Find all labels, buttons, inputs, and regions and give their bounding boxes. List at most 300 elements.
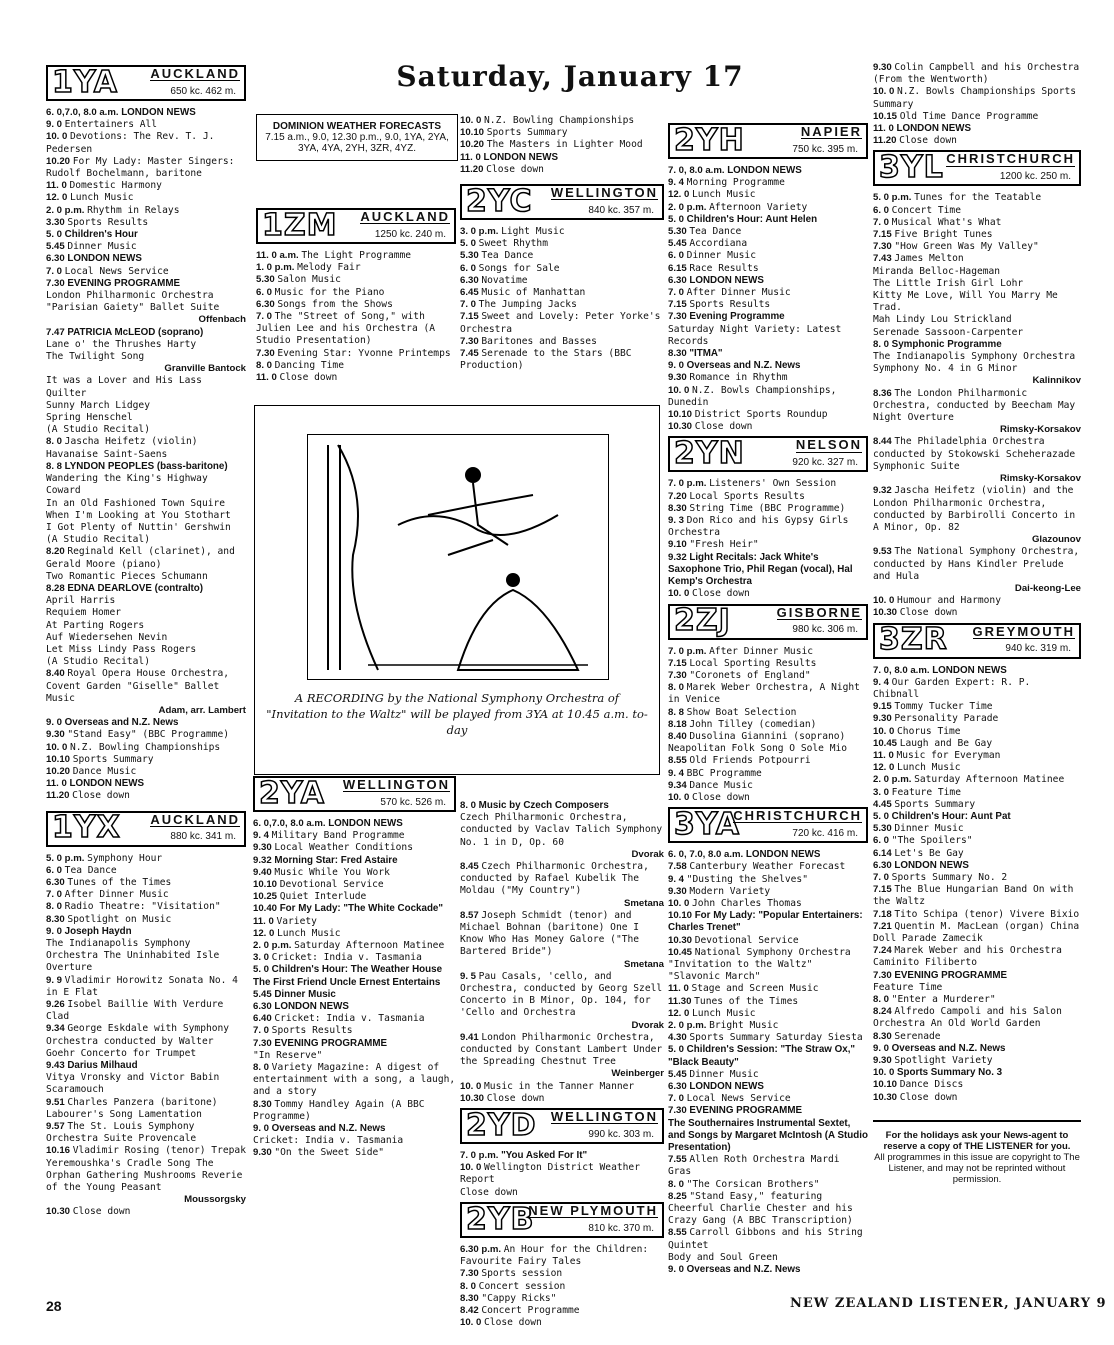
station-name: AUCKLAND — [150, 66, 240, 81]
programme-line — [46, 583, 246, 595]
programme-text: Saturday Night Variety: Latest Records — [668, 323, 842, 347]
programme-line — [460, 1150, 664, 1162]
programme-time: 10.10 — [873, 1079, 900, 1091]
station-header-1zm — [256, 208, 456, 244]
programme-text: Children's Hour: The Weather House The First Friend Uncle Ernest Entertains — [253, 964, 443, 988]
programme-line — [668, 874, 868, 886]
programme-text: Joseph Schmidt (tenor) and Michael Bohnan (baritone) One I Know Who Has Money Galore ("The Bartered Bride") — [460, 909, 640, 958]
programme-time: 7.55 — [668, 1154, 690, 1166]
programme-line — [460, 336, 664, 348]
programme-text: Cricket: India v. Tasmania — [253, 1135, 404, 1147]
programme-text: "The Corsican Brothers" — [686, 1178, 820, 1190]
programme-time: 6. 0,7.0, 8.0 a.m. — [46, 107, 122, 118]
programme-text: Concert Time — [891, 204, 961, 216]
programme-list-2ya-cont — [460, 800, 664, 1105]
station-header-2yd — [460, 1108, 664, 1144]
programme-time: 11. 0 — [460, 151, 484, 163]
programme-line — [668, 1069, 868, 1081]
programme-time: 8. 8 — [668, 706, 687, 718]
programme-line — [668, 1179, 868, 1191]
programme-line — [46, 253, 246, 265]
programme-time: 7.15 — [668, 299, 690, 311]
programme-text: Dance Music — [72, 765, 137, 777]
programme-line — [668, 910, 868, 934]
programme-text: District Sports Roundup — [694, 409, 828, 421]
programme-line — [46, 1145, 246, 1194]
programme-list-2yc-top — [460, 115, 664, 176]
programme-time: 8. 0 — [668, 682, 687, 694]
station-call: 2YH — [674, 122, 745, 158]
programme-line — [256, 311, 456, 348]
programme-text: Sports session — [481, 1268, 563, 1280]
programme-line — [668, 311, 868, 323]
programme-text: "Enter a Murderer" — [891, 994, 996, 1006]
programme-line — [460, 1068, 664, 1080]
programme-text: Auf Wiedersehen Nevin — [46, 631, 168, 643]
programme-text: Salon Music — [277, 274, 341, 286]
programme-text: EVENING PROGRAMME — [274, 1037, 388, 1049]
programme-line — [668, 861, 868, 873]
programme-text: James Melton — [894, 253, 964, 265]
programme-text: "How Green Was My Valley" — [894, 241, 1039, 253]
programme-line — [46, 729, 246, 741]
programme-time: 10.30 — [873, 607, 900, 619]
programme-text: Tunes for the Teatable — [914, 192, 1042, 204]
programme-time: 8.30 — [668, 348, 690, 360]
programme-line — [46, 522, 246, 534]
programme-text: Close down — [486, 163, 544, 175]
programme-text: Spring Henschel — [46, 412, 133, 424]
programme-time: 6.30 p.m. — [460, 1243, 504, 1255]
programme-text: Tea Dance — [689, 226, 742, 238]
programme-text: The Indianapolis Symphony Orchestra The Uninhabited Isle Overture — [46, 938, 220, 974]
programme-line — [46, 327, 246, 339]
programme-line — [668, 177, 868, 189]
programme-line — [256, 262, 456, 274]
programme-time: 6. 0 — [873, 204, 892, 216]
programme-line — [668, 491, 868, 503]
programme-list-2yn — [668, 478, 868, 600]
programme-text: Old Friends Potpourri — [689, 755, 811, 767]
programme-list-3ya — [668, 849, 868, 1276]
station-header-2zj — [668, 604, 868, 640]
programme-line — [873, 945, 1081, 969]
programme-time: 9. 4 — [668, 873, 687, 885]
programme-time: 6.15 — [668, 262, 690, 274]
programme-text: Miranda Belloc-Hageman — [873, 265, 1001, 277]
programme-text: "Fresh Heir" — [689, 539, 759, 551]
programme-time: 8. 0 — [253, 1062, 272, 1074]
programme-time: 9. 0 — [873, 1042, 892, 1054]
copyright-note: All programmes in this issue are copyright to The Listener, and may not be reprinted without permission. — [874, 1151, 1080, 1185]
programme-time: 8.30 — [668, 502, 690, 514]
programme-line — [253, 1050, 456, 1062]
programme-line — [873, 111, 1081, 123]
programme-text: Rhythm in Relays — [87, 204, 180, 216]
programme-line — [46, 156, 246, 180]
programme-text: Let Miss Lindy Pass Rogers — [46, 643, 197, 655]
programme-time: 8. 0 — [668, 1178, 687, 1190]
programme-line — [668, 385, 868, 409]
programme-line — [46, 877, 246, 889]
programme-line — [873, 339, 1081, 351]
programme-text: Entertainers All — [64, 119, 158, 131]
programme-text: Variety — [276, 915, 317, 927]
programme-line — [873, 485, 1081, 534]
programme-text: It was a Lover and His Lass Quilter — [46, 375, 202, 399]
programme-time: 6. 0, 7.0, 8.0 a.m. — [668, 849, 746, 861]
programme-text: Overseas and N.Z. News — [686, 1264, 801, 1276]
station-header-2yb — [460, 1202, 664, 1238]
programme-text: N.Z. Bowls Championships Sports Summary — [873, 86, 1077, 110]
programme-text: LONDON NEWS — [689, 274, 764, 286]
programme-text: Marek Weber Orchestra, A Night in Venice — [668, 682, 860, 706]
programme-line — [873, 534, 1081, 546]
programme-line — [668, 1118, 868, 1155]
programme-time: 9. 4 — [873, 676, 892, 688]
programme-text: Spotlight on Music — [67, 913, 172, 925]
station-header-3zr — [873, 623, 1081, 659]
programme-text: Tea Dance — [64, 864, 117, 876]
dancer-illustration — [307, 434, 609, 680]
programme-time: 10. 0 — [873, 1067, 898, 1079]
programme-line — [873, 266, 1081, 278]
programme-text: Dvorak — [631, 1019, 664, 1031]
programme-time: 11. 0 — [46, 180, 70, 192]
programme-text: Overseas and N.Z. News — [271, 1123, 386, 1135]
programme-text: Havanaise Saint-Saens — [46, 448, 168, 460]
programme-line — [46, 889, 246, 901]
programme-list-2ya — [253, 818, 456, 1160]
programme-text: Music for the Piano — [274, 286, 385, 298]
programme-list-1yx — [46, 853, 246, 1219]
station-call: 1YX — [52, 810, 121, 846]
holiday-note — [873, 1120, 1081, 1185]
programme-time: 6.30 — [873, 859, 895, 871]
programme-line — [873, 982, 1081, 994]
programme-text: April Harris — [46, 595, 116, 607]
programme-line — [873, 884, 1081, 908]
programme-time: 12. 0 — [668, 189, 693, 201]
programme-time: 7. 0 — [256, 311, 275, 323]
programme-time: 2. 0 p.m. — [668, 201, 710, 213]
programme-text: LONDON NEWS — [69, 778, 145, 790]
programme-text: Requiem Homer — [46, 607, 122, 619]
programme-text: Serenade to the Stars (BBC Production) — [460, 348, 632, 372]
programme-text: The National Symphony Orchestra, conducted by Hans Kindler Prelude and Hula — [873, 546, 1080, 582]
programme-text: "The Spoilers" — [891, 835, 973, 847]
programme-time: 7.30 — [873, 969, 895, 981]
programme-line — [46, 938, 246, 975]
programme-line — [46, 790, 246, 802]
programme-time: 7.30 — [873, 241, 895, 253]
programme-line — [46, 363, 246, 375]
station-name: CHRISTCHURCH — [946, 151, 1075, 167]
station-frequency: 940 kc. 319 m. — [1005, 643, 1071, 655]
programme-time: 8.30 — [46, 913, 68, 925]
programme-line — [873, 1092, 1081, 1104]
programme-text: The Jumping Jacks — [478, 299, 577, 311]
programme-time: 9.30 — [873, 1055, 895, 1067]
station-name: WELLINGTON — [342, 777, 450, 792]
programme-text: Alfredo Campoli and his Salon Orchestra An Old World Garden — [873, 1006, 1062, 1030]
programme-line — [668, 707, 868, 719]
programme-line — [668, 503, 868, 515]
programme-line — [253, 1147, 456, 1159]
station-name: NELSON — [795, 437, 862, 453]
programme-text: Close down — [692, 791, 750, 803]
programme-text: Overseas and N.Z. News — [686, 360, 801, 372]
programme-time: 8. 0 — [46, 901, 65, 913]
programme-time: 8. 0 — [873, 338, 892, 350]
programme-line — [668, 886, 868, 898]
programme-time: 5. 0 — [668, 213, 687, 225]
programme-text: Tommy Tucker Time — [894, 701, 993, 713]
programme-time: 11. 0 — [256, 372, 280, 384]
programme-time: 5.45 — [46, 241, 68, 253]
programme-text: Modern Variety — [689, 885, 771, 897]
programme-line — [46, 534, 246, 546]
programme-time: 7.20 — [668, 490, 690, 502]
programme-text: Body and Soul Green — [668, 1251, 778, 1263]
station-call: 2YN — [674, 436, 745, 472]
programme-line — [46, 926, 246, 938]
programme-time: 9. 4 — [253, 830, 272, 842]
programme-line — [873, 123, 1081, 135]
programme-time: 10.45 — [873, 737, 900, 749]
programme-time: 5.45 — [668, 238, 690, 250]
programme-time: 7. 0 — [46, 889, 65, 901]
station-frequency: 840 kc. 357 m. — [588, 204, 654, 216]
programme-line — [668, 1020, 868, 1032]
programme-time: 5.30 — [873, 823, 895, 835]
programme-text: Dancing Time — [274, 359, 344, 371]
programme-text: Children's Hour — [64, 229, 138, 241]
programme-text: Vitya Vronsky and Victor Babin Scaramouch — [46, 1072, 220, 1096]
programme-list-3zr — [873, 665, 1081, 1104]
programme-line — [873, 241, 1081, 253]
programme-line — [253, 1001, 456, 1013]
programme-line — [668, 983, 868, 995]
programme-text: Mah Lindy Lou Strickland — [873, 314, 1012, 326]
programme-text: Show Boat Selection — [686, 706, 797, 718]
column-4 — [668, 120, 868, 1276]
programme-line — [873, 848, 1081, 860]
programme-text: (A Studio Recital) — [46, 424, 150, 436]
programme-line — [668, 1154, 868, 1178]
programme-time: 11. 0 — [668, 983, 692, 995]
programme-time: 10.30 — [668, 934, 695, 946]
station-frequency: 570 kc. 526 m. — [380, 796, 446, 808]
programme-time: 5. 0 p.m. — [873, 192, 915, 204]
programme-line — [873, 192, 1081, 204]
programme-text: Overseas and N.Z. News — [64, 717, 179, 729]
programme-line — [668, 898, 868, 910]
programme-text: Dusolina Giannini (soprano) Neapolitan Folk Song O Sole Mio — [668, 730, 848, 755]
programme-line — [253, 940, 456, 952]
programme-text: Sunny March Lidgey — [46, 399, 150, 411]
programme-line — [668, 1032, 868, 1044]
programme-text: Light Music — [501, 226, 565, 238]
programme-line — [668, 1093, 868, 1105]
programme-text: Personality Parade — [894, 713, 999, 725]
programme-line — [873, 921, 1081, 945]
programme-text: Local Weather Conditions — [274, 842, 413, 854]
programme-text: "ITMA" — [689, 348, 723, 360]
programme-line — [873, 327, 1081, 339]
programme-time: 10.10 — [46, 753, 73, 765]
programme-line — [668, 348, 868, 360]
programme-line — [873, 872, 1081, 884]
station-header-1ya — [46, 65, 246, 101]
programme-time: 6.30 — [46, 253, 68, 265]
programme-line — [253, 1025, 456, 1037]
programme-line — [256, 299, 456, 311]
programme-line — [46, 314, 246, 326]
programme-line — [873, 595, 1081, 607]
programme-text: Our Garden Expert: R. P. Chibnall — [873, 676, 1031, 700]
programme-time: 10.20 — [46, 765, 73, 777]
programme-text: Saturday Afternoon Matinee — [294, 940, 445, 952]
programme-time: 12. 0 — [46, 192, 71, 204]
programme-time: 8.28 — [46, 582, 68, 594]
programme-text: After Dinner Music — [709, 645, 814, 657]
programme-text: Romance in Rhythm — [689, 372, 788, 384]
programme-time: 7. 0 — [46, 265, 65, 277]
programme-text: The Masters in Lighter Mood — [486, 139, 643, 151]
programme-text: After Dinner Music — [686, 287, 791, 299]
programme-line — [873, 1031, 1081, 1043]
programme-line — [46, 607, 246, 619]
programme-text: Devotional Service — [694, 934, 799, 946]
programme-text: Music in the Tanner Manner — [484, 1080, 635, 1092]
programme-text: EVENING PROGRAMME — [894, 969, 1008, 981]
programme-time: 7.30 — [460, 335, 482, 347]
programme-line — [873, 738, 1081, 750]
programme-line — [460, 1268, 664, 1280]
programme-line — [460, 849, 664, 861]
programme-text: Music by Czech Composers — [478, 800, 609, 811]
programme-line — [46, 473, 246, 497]
programme-line — [668, 1081, 868, 1093]
programme-text: LONDON NEWS — [689, 1081, 764, 1092]
programme-time: 9.34 — [46, 1023, 68, 1035]
programme-time: 8. 0 — [46, 436, 65, 448]
programme-line — [253, 842, 456, 854]
programme-line — [253, 855, 456, 867]
programme-list-2yb — [460, 1244, 664, 1329]
programme-text: Vladimir Rosing (tenor) Trepak Yeremoushka's Cradle Song The Orphan Gathering Mushrooms Reverie of the Young Peasant — [46, 1145, 246, 1194]
programme-text: Devotions: The Rev. T. J. Pedersen — [46, 131, 215, 155]
programme-line — [668, 1264, 868, 1276]
station-name: GISBORNE — [776, 604, 862, 620]
programme-text: Old Time Dance Programme — [899, 110, 1039, 122]
programme-time: 9.34 — [668, 779, 690, 791]
programme-text: Lunch Music — [692, 1007, 756, 1019]
programme-text: Close down — [899, 607, 958, 619]
programme-time: 10. 0 — [873, 725, 898, 737]
programme-text: Morning Star: Fred Astaire — [274, 854, 398, 866]
programme-text: Jascha Heifetz (violin) — [64, 436, 198, 448]
programme-list-1ya — [46, 107, 246, 803]
programme-line — [46, 546, 246, 570]
station-frequency: 720 kc. 416 m. — [792, 827, 858, 839]
programme-line — [253, 830, 456, 842]
programme-line — [873, 290, 1081, 314]
programme-time: 6. 0 — [668, 250, 687, 262]
programme-line — [46, 278, 246, 290]
programme-line — [460, 1317, 664, 1329]
programme-line — [873, 970, 1081, 982]
programme-time: 6.14 — [873, 847, 895, 859]
programme-line — [668, 226, 868, 238]
programme-line — [668, 849, 868, 861]
programme-time: 10.45 — [668, 946, 695, 958]
programme-text: Tunes of the Times — [67, 876, 172, 888]
programme-text: Stage and Screen Music — [691, 983, 819, 995]
programme-time: 7. 0, 8.0 a.m. — [668, 165, 728, 176]
programme-time: 11. 0 — [873, 749, 897, 761]
programme-line — [668, 238, 868, 250]
weather-forecast-box — [256, 114, 458, 161]
station-call: 2YA — [259, 775, 325, 811]
programme-text: EVENING PROGRAMME — [689, 1105, 803, 1117]
programme-line — [668, 421, 868, 433]
programme-line — [253, 1099, 456, 1123]
programme-time: 6. 0 — [256, 286, 275, 298]
programme-time: 8.55 — [668, 755, 690, 767]
programme-line — [873, 135, 1081, 147]
programme-time: 4.30 — [668, 1032, 690, 1044]
programme-text: Sweet Rhythm — [478, 238, 548, 250]
programme-text: When I'm Looking at You Stothart — [46, 509, 231, 521]
programme-time: 3. 0 p.m. — [460, 226, 502, 238]
station-name: WELLINGTON — [550, 1109, 658, 1125]
programme-time: 10. 0 — [668, 588, 693, 600]
programme-line — [873, 424, 1081, 436]
station-block-1zm — [256, 205, 456, 384]
programme-line — [256, 348, 456, 360]
programme-time: 7.30 — [668, 1105, 690, 1117]
programme-text: The Philadelphia Orchestra conducted by Stokowski Scheherazade Symphonic Suite — [873, 436, 1076, 472]
programme-time: 10.30 — [460, 1092, 487, 1104]
programme-line — [460, 812, 664, 849]
programme-text: The St. Louis Symphony Orchestra Suite Provencale — [46, 1121, 197, 1145]
programme-time: 5. 0 — [46, 229, 65, 241]
programme-time: 7. 0 p.m. — [668, 645, 710, 657]
programme-time: 10. 0 — [460, 1080, 485, 1092]
programme-text: Humour and Harmony — [897, 595, 1001, 607]
programme-text: Dinner Music — [67, 241, 137, 253]
programme-line — [460, 910, 664, 959]
programme-time: 6.30 — [256, 298, 278, 310]
programme-text: For My Lady: "The White Cockade" — [279, 903, 444, 915]
programme-time: 9.32 — [873, 485, 895, 497]
programme-line — [460, 238, 664, 250]
programme-line — [46, 412, 246, 424]
programme-text: Saturday Afternoon Matinee — [914, 774, 1065, 786]
programme-text: London Philharmonic Orchestra, conducted by Constant Lambert Under the Spreading Chestnut Tree — [460, 1031, 663, 1068]
programme-time: 3. 0 — [253, 952, 272, 964]
programme-line — [253, 903, 456, 915]
programme-text: Close down — [460, 1186, 518, 1198]
programme-text: Close down — [486, 1092, 545, 1104]
programme-line — [873, 583, 1081, 595]
programme-time: 10.20 — [460, 139, 487, 151]
programme-time: 8. 0 — [873, 994, 892, 1006]
programme-time: 8.45 — [460, 861, 482, 873]
programme-text: Accordiana — [689, 238, 748, 250]
